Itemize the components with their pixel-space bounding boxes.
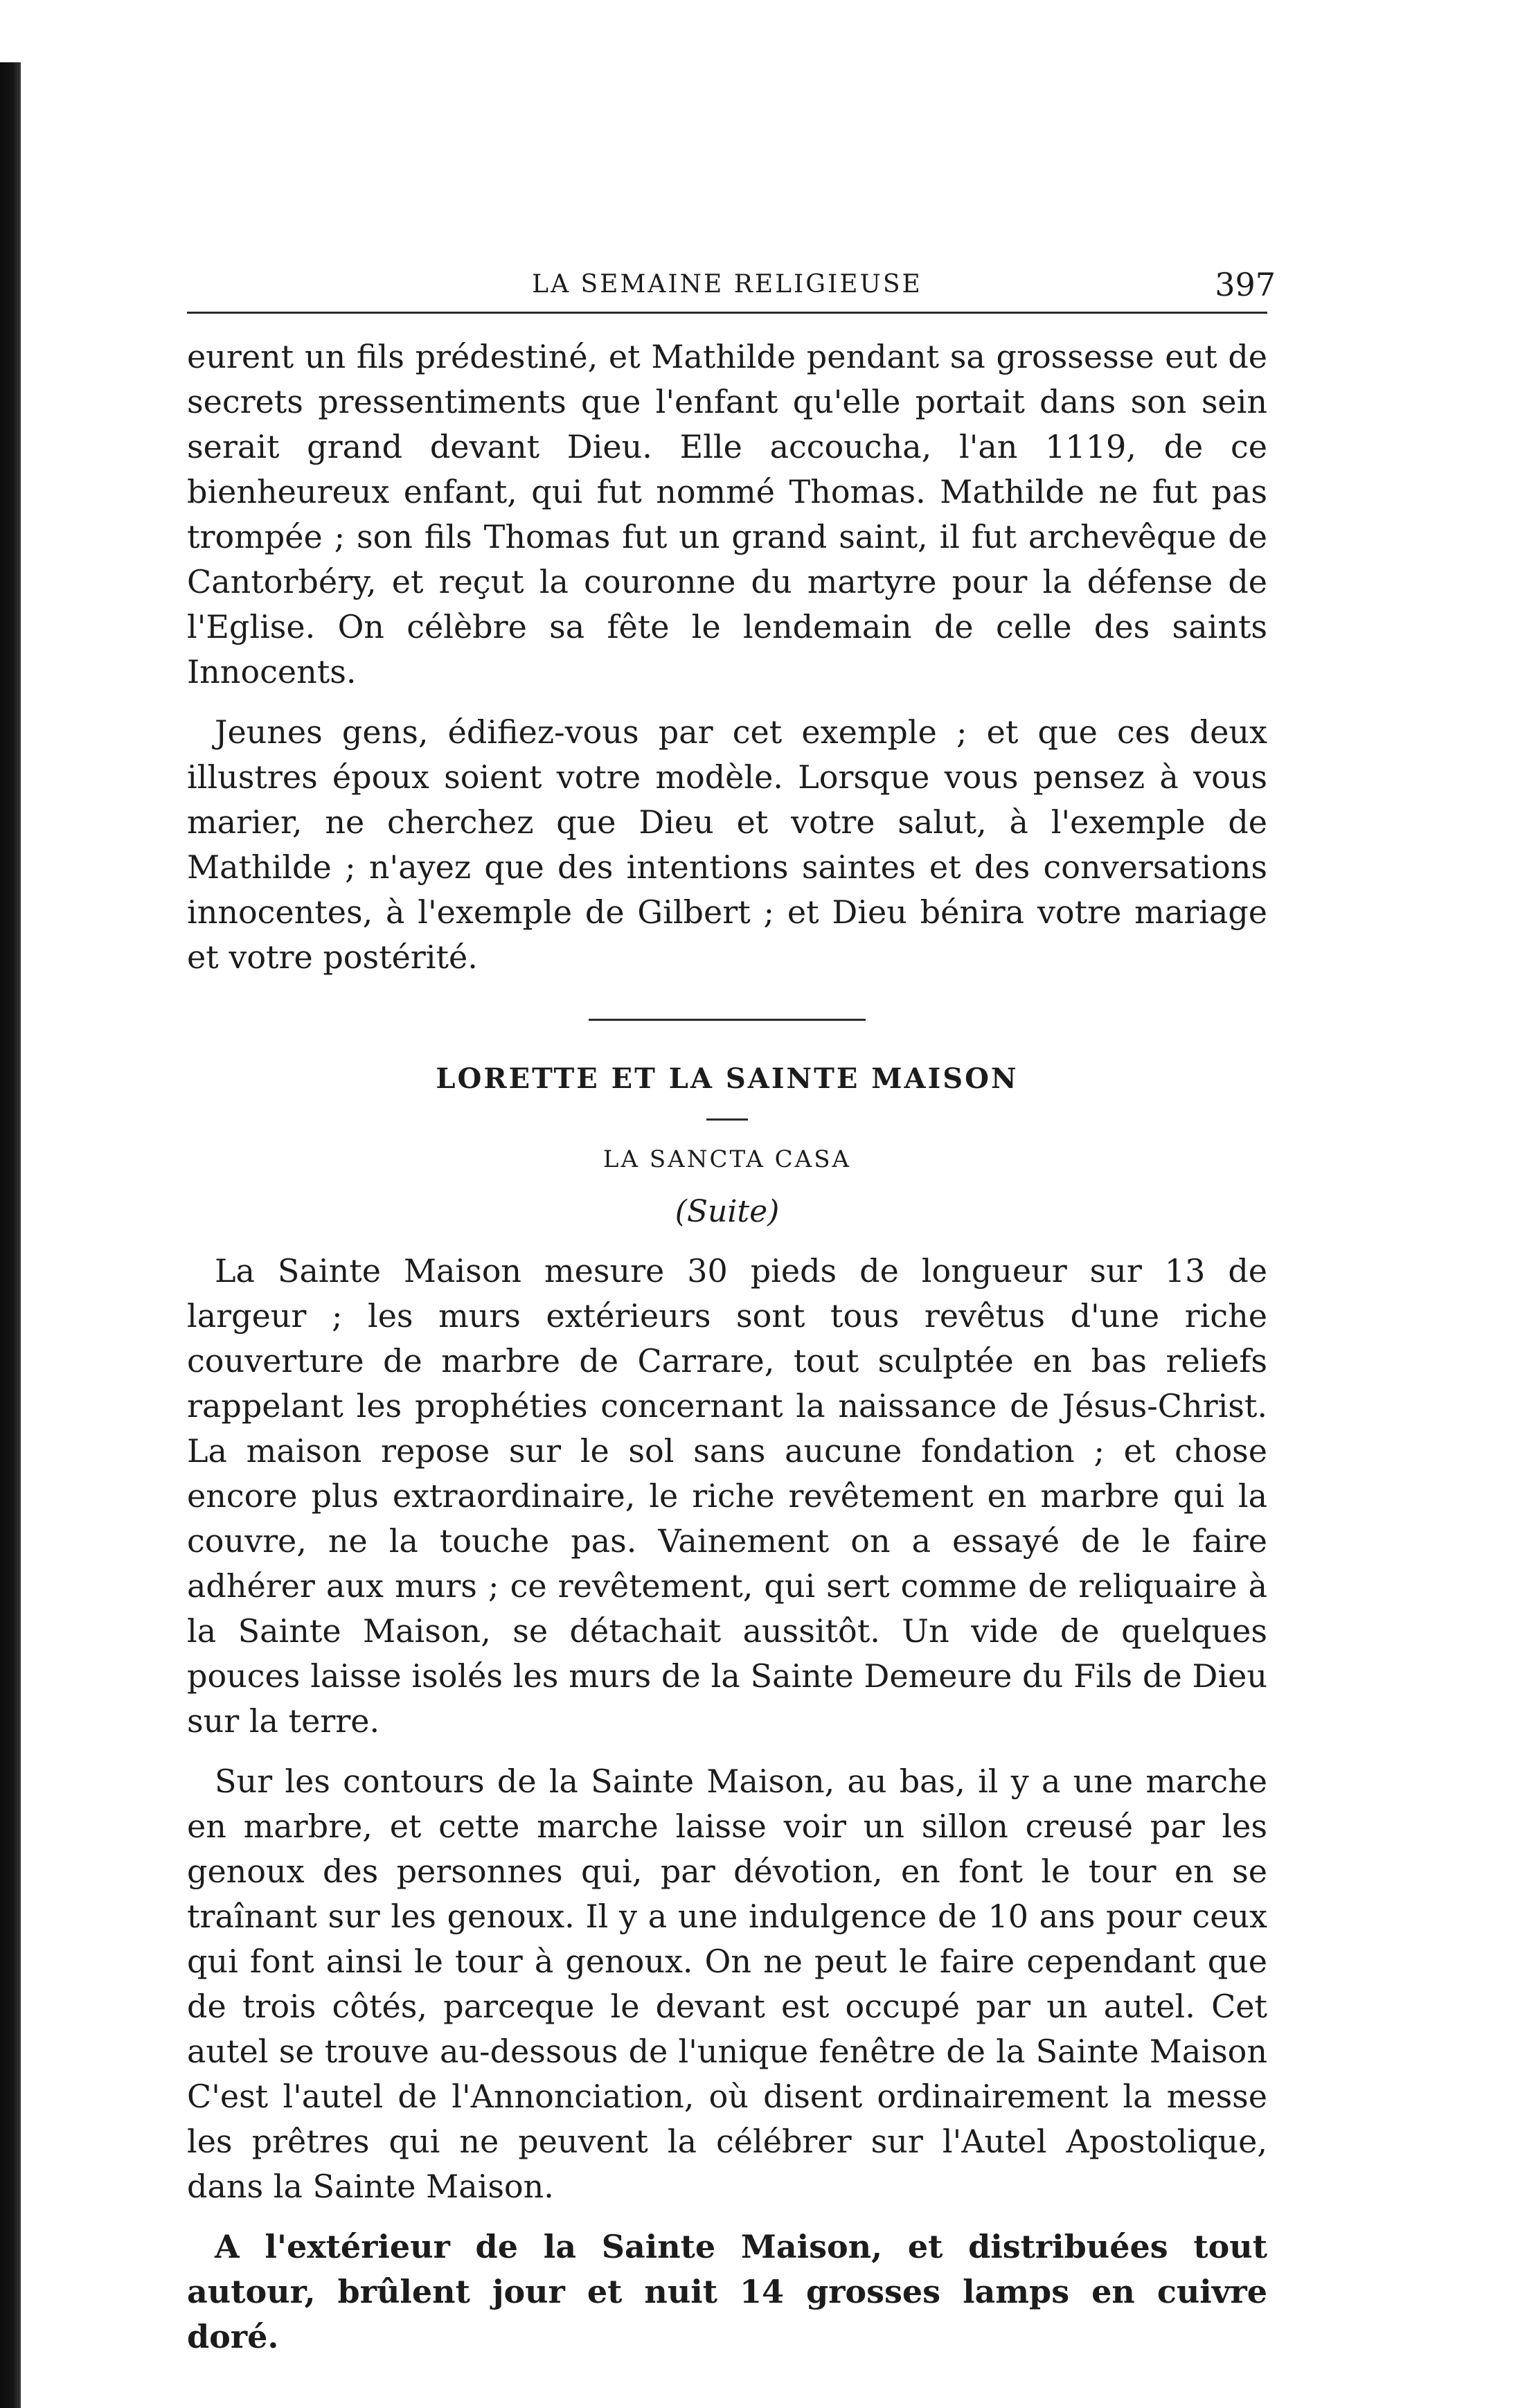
book-page: [187, 256, 1276, 2360]
article-text: [187, 1249, 1267, 2360]
book-binding-edge: [0, 62, 21, 2408]
article-paragraph: Sur les contours de la Sainte Maison, au bas, il y a une marche en marbre, et cette marche laisse voir un sillon creusé par les genoux des personnes qui, par dévotion, en font le tour en se traînant sur les genoux. Il y a une indulgence de 10 ans pour ceux qui font ainsi le tour à genoux. On ne peut le faire cependant que de trois côtés, parceque le devant est occupé par un autel. Cet autel se trouve au-dessous de l'unique fenêtre de la Sainte Maison C'est l'autel de l'Annonciation, où disent ordinairement la messe les prêtres qui ne peuvent la célébrer sur l'Autel Apostolique, dans la Sainte Maison.: [187, 1763, 1267, 2205]
title-dash: [706, 1118, 748, 1121]
running-title: LA SEMAINE RELIGIEUSE: [532, 270, 922, 298]
intro-paragraph: Jeunes gens, édifiez-vous par cet exemple ; et que ces deux illustres époux soient votre modèle. Lorsque vous pensez à vous marier, ne cherchez que Dieu et votre salut, à l'exemple de Mathilde ; n'ayez que des intentions saintes et des conversations innocentes, à l'exemple de Gilbert ; et Dieu bénira votre mariage et votre postérité.: [187, 713, 1267, 976]
intro-paragraph: eurent un fils prédestiné, et Mathilde pendant sa grossesse eut de secrets pressentiments que l'enfant qu'elle portait dans son sein serait grand devant Dieu. Elle accoucha, l'an 1119, de ce bienheureux enfant, qui fut nommé Thomas. Mathilde ne fut pas trompée ; son fils Thomas fut un grand saint, il fut archevêque de Cantorbéry, et reçut la couronne du martyre pour la défense de l'Eglise. On célèbre sa fête le lendemain de celle des saints Innocents.: [187, 338, 1267, 690]
running-head: [187, 256, 1276, 312]
article-paragraph: La Sainte Maison mesure 30 pieds de longueur sur 13 de largeur ; les murs extérieurs sont tous revêtus d'une riche couverture de marbre de Carrare, tout sculptée en bas reliefs rappelant les prophéties concernant la naissance de Jésus-Christ. La maison repose sur le sol sans aucune fondation ; et chose encore plus extraordinaire, le riche revêtement en marbre qui la couvre, ne la touche pas. Vainement on a essayé de le faire adhérer aux murs ; ce revêtement, qui sert comme de reliquaire à la Sainte Maison, se détachait aussitôt. Un vide de quelques pouces laisse isolés les murs de la Sainte Demeure du Fils de Dieu sur la terre.: [187, 1252, 1267, 1740]
article-continuation-label: (Suite): [675, 1194, 780, 1229]
page-number: 397: [1215, 266, 1276, 303]
article-subtitle: LA SANCTA CASA: [602, 1145, 852, 1173]
article-paragraph: A l'extérieur de la Sainte Maison, et distribuées tout autour, brûlent jour et nuit 14 grosses lamps en cuivre doré.: [187, 2228, 1267, 2355]
intro-text: [187, 335, 1267, 980]
article-title: LORETTE ET LA SAINTE MAISON: [436, 1062, 1019, 1095]
header-rule: [187, 312, 1267, 314]
section-divider: [589, 1019, 866, 1021]
